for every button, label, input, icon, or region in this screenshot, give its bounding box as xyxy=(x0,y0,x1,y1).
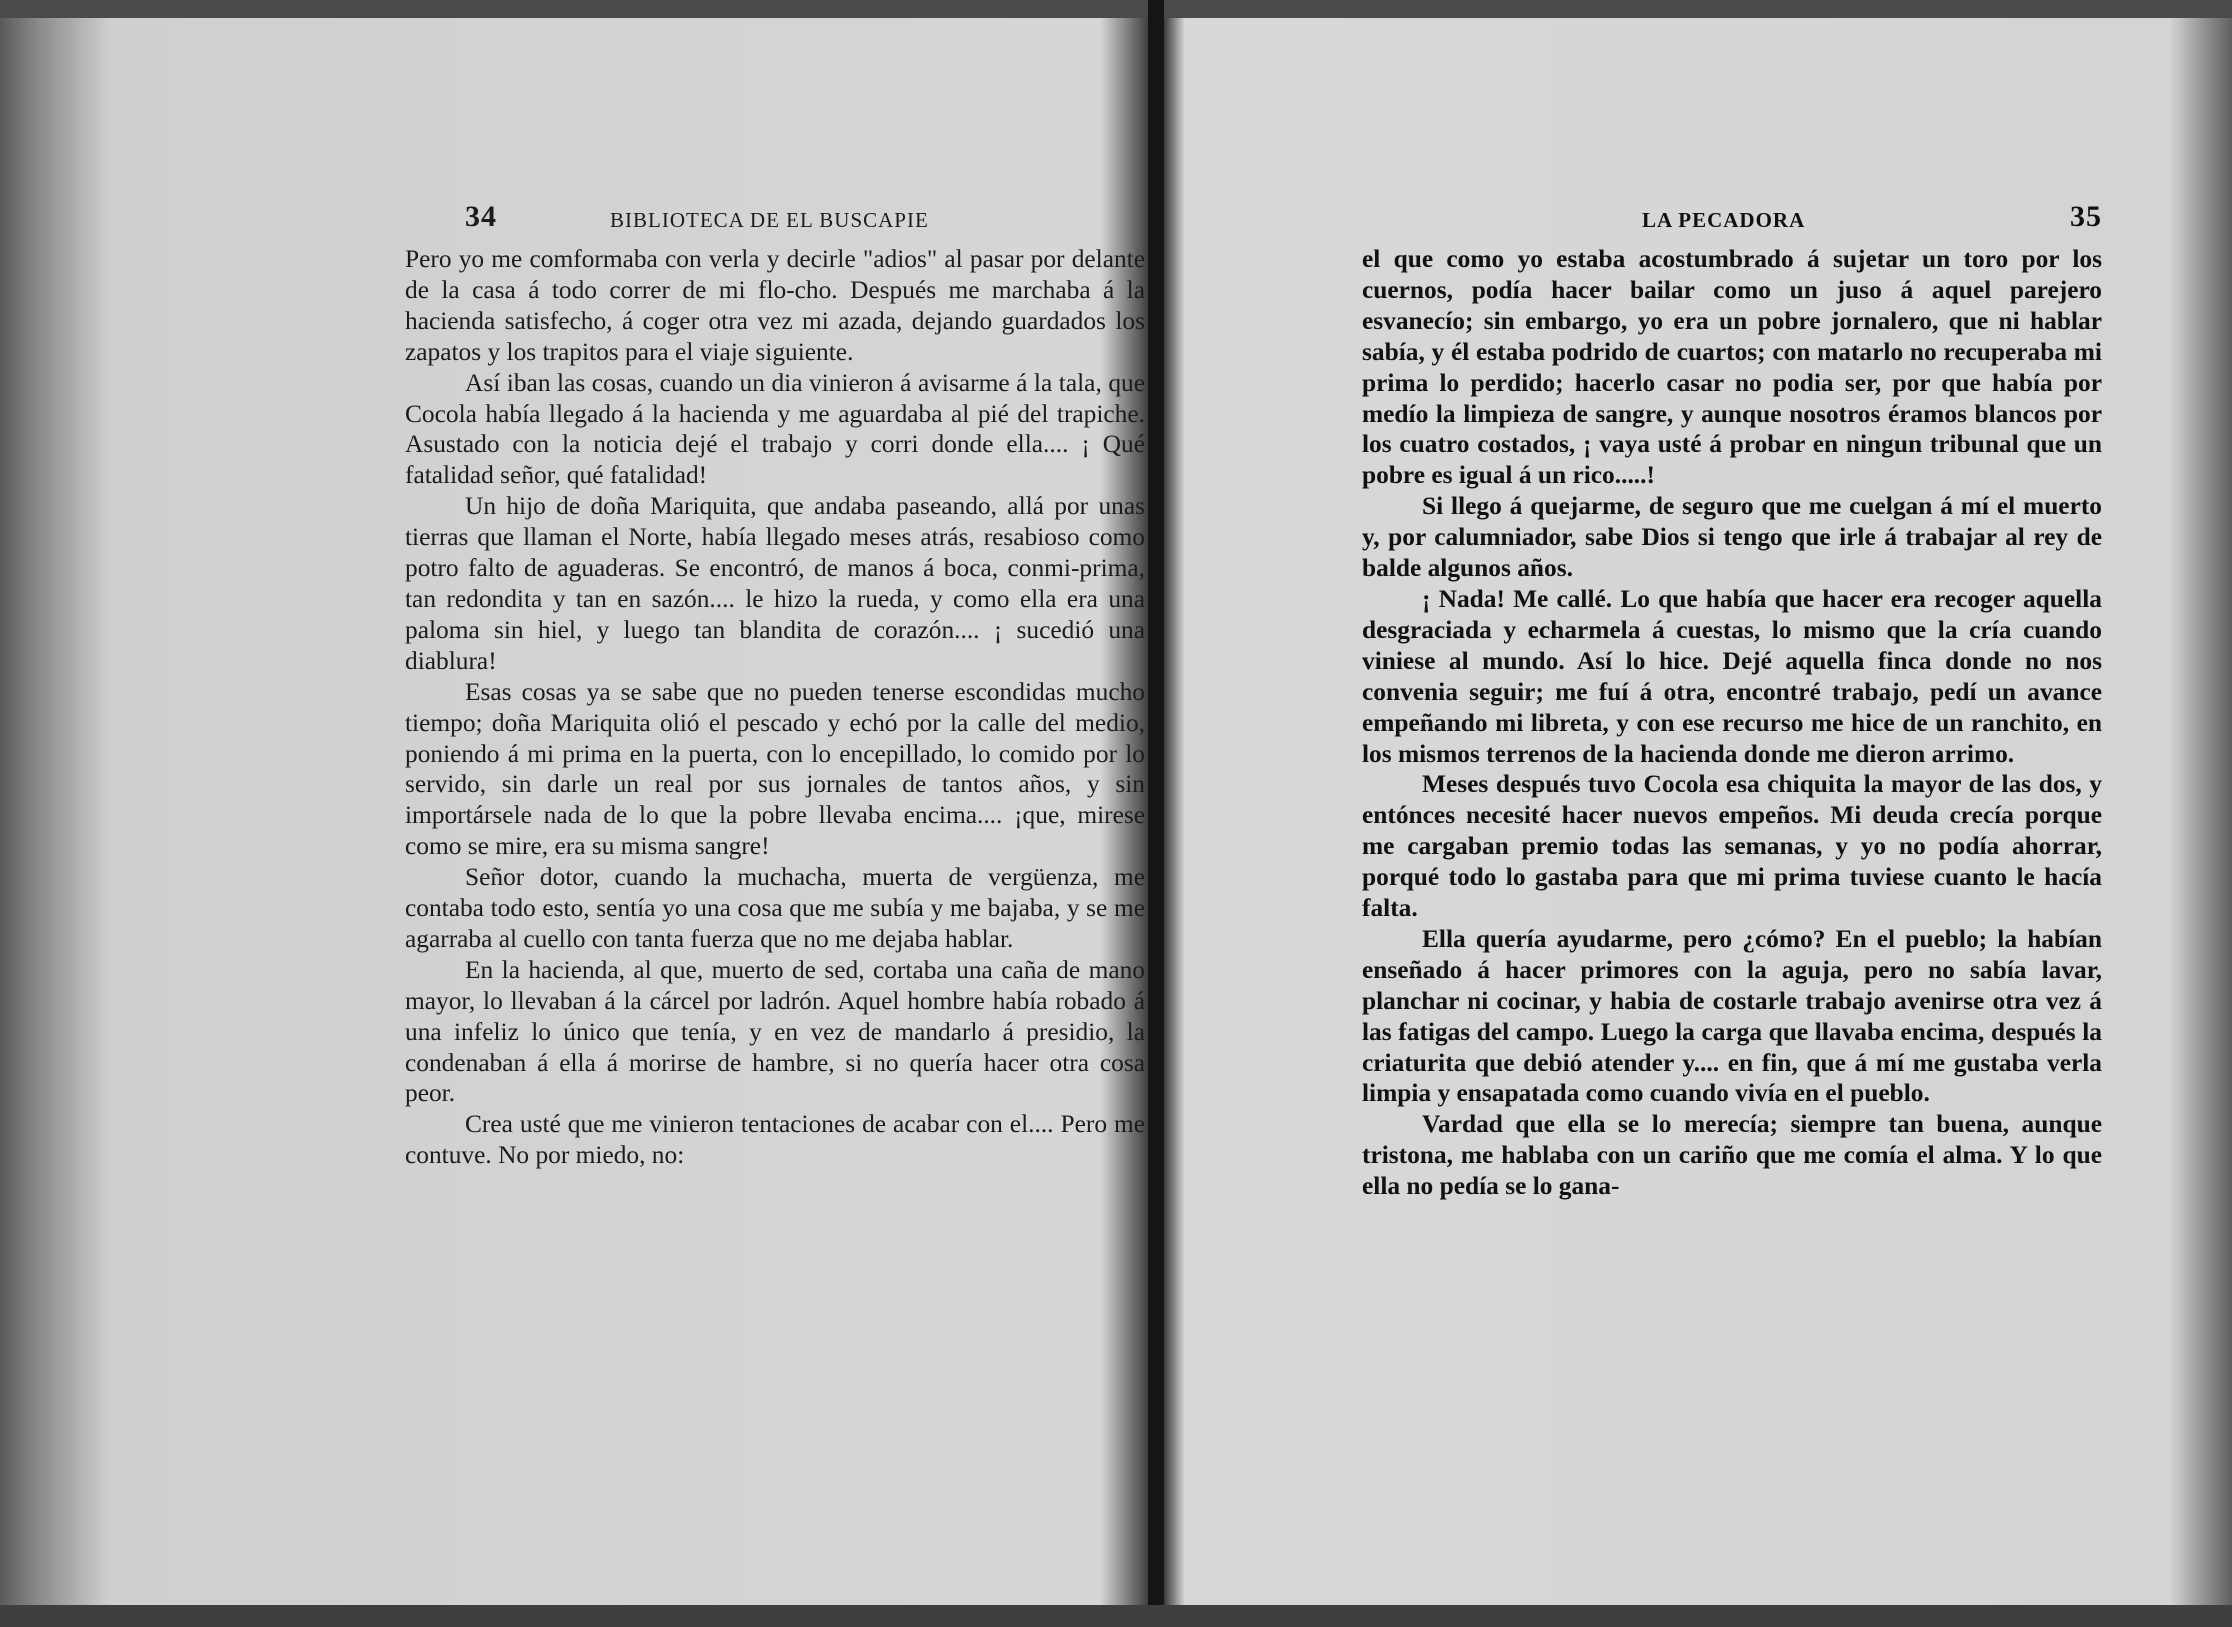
running-head: BIBLIOTECA DE EL BUSCAPIE xyxy=(610,208,929,232)
paragraph: Pero yo me comformaba con verla y decirle "adios" al pasar por delante de la casa á todo correr de mi flo-cho. Después me marchaba á la hacienda satisfecho, á coger otra vez mi azada, dejando guardados los zapatos y los trapitos para el viaje siguiente. xyxy=(405,245,1145,366)
paragraph: Crea usté que me vinieron tentaciones de acabar con el.... Pero me contuve. No por miedo, no: xyxy=(405,1110,1145,1170)
right-page-header xyxy=(1362,200,2102,244)
top-edge-shadow xyxy=(0,0,2232,18)
paragraph: Meses después tuvo Cocola esa chiquita la mayor de las dos, y entónces necesité hacer nuevos empeños. Mi deuda crecía porque me cargaban premio todas las semanas, y yo no podía ahorrar, porqué todo lo gastaba para que mi prima tuviese cuanto le hacía falta. xyxy=(1362,770,2102,923)
paragraph: En la hacienda, al que, muerto de sed, cortaba una caña de mano mayor, lo llevaban á la cárcel por ladrón. Aquel hombre había robado á una infeliz lo único que tenía, y en vez de mandarlo á presidio, la condenaban á ella á morirse de hambre, si no quería hacer otra cosa peor. xyxy=(405,955,1145,1108)
paragraph: Un hijo de doña Mariquita, que andaba paseando, allá por unas tierras que llaman el Norte, había llegado meses atrás, resabioso como potro falto de aguaderas. Se encontró, de manos á boca, conmi-prima, tan redondita y tan en sazón.... le hizo la rueda, y como ella era una paloma sin hiel, y luego tan blandita de corazón.... ¡ sucedió una diablura! xyxy=(405,492,1145,675)
paragraph: Ella quería ayudarme, pero ¿cómo? En el pueblo; la habían enseñado á hacer primores con la aguja, pero no sabía lavar, planchar ni cocinar, y habia de costarle trabajo avenirse otra vez á las fatigas del campo. Luego la carga que llavaba encima, después la criaturita que debió atender y.... en fin, que á mí me gustaba verla limpia y ensapatada como cuando vivía en el pueblo. xyxy=(1362,924,2102,1108)
page-number: 35 xyxy=(2070,200,2102,233)
paragraph: Señor dotor, cuando la muchacha, muerta de vergüenza, me contaba todo esto, sentía yo una cosa que me subía y me bajaba, y se me agarraba al cuello con tanta fuerza que no me dejaba hablar. xyxy=(405,863,1145,953)
book-spine xyxy=(1148,0,1164,1627)
page-number: 34 xyxy=(465,200,497,233)
bottom-edge-shadow xyxy=(0,1605,2232,1627)
left-page xyxy=(405,200,1145,1171)
paragraph: el que como yo estaba acostumbrado á sujetar un toro por los cuernos, podía hacer bailar como un juso á aquel parejero esvanecío; sin embargo, yo era un pobre jornalero, que ni hablar sabía, y él estaba podrido de cuartos; con matarlo no recuperaba mi prima lo perdido; hacerlo casar no podia ser, por que había por medío la limpieza de sangre, y aunque nosotros éramos blancos por los cuatro costados, ¡ vaya usté á probar en ningun tribunal que un pobre es igual á un rico.....! xyxy=(1362,245,2102,490)
paragraph: ¡ Nada! Me callé. Lo que había que hacer era recoger aquella desgraciada y echarmela á cuestas, lo mismo que la cría cuando viniese al mundo. Así lo hice. Dejé aquella finca donde no nos convenia seguir; me fuí á otra, encontré trabajo, pedí un avance empeñando mi libreta, y con ese recurso me hice de un ranchito, en los mismos terrenos de la hacienda donde me dieron arrimo. xyxy=(1362,584,2102,768)
running-head: LA PECADORA xyxy=(1642,208,1806,232)
paragraph: Si llego á quejarme, de seguro que me cuelgan á mí el muerto y, por calumniador, sabe Dios si tengo que irle á trabajar al rey de balde algunos años. xyxy=(1362,492,2102,583)
paragraph: Esas cosas ya se sabe que no pueden tenerse escondidas mucho tiempo; doña Mariquita olió el pescado y echó por la calle del medio, poniendo á mi prima en la puerta, con lo encepillado, lo comido por lo servido, sin darle un real por sus jornales de tantos años, y sin importársele nada de lo que la pobre llevaba encima.... ¡que, mirese como se mire, era su misma sangre! xyxy=(405,677,1145,861)
paragraph: Vardad que ella se lo merecía; siempre tan buena, aunque tristona, me hablaba con un cariño que me comía el alma. Y lo que ella no pedía se lo gana- xyxy=(1362,1110,2102,1201)
left-page-header xyxy=(405,200,1145,244)
right-page xyxy=(1362,200,2102,1202)
paragraph: Así iban las cosas, cuando un dia vinieron á avisarme á la tala, que Cocola había llegado á la hacienda y me aguardaba al pié del trapiche. Asustado con la noticia dejé el trabajo y corri donde ella.... ¡ Qué fatalidad señor, qué fatalidad! xyxy=(405,368,1145,490)
